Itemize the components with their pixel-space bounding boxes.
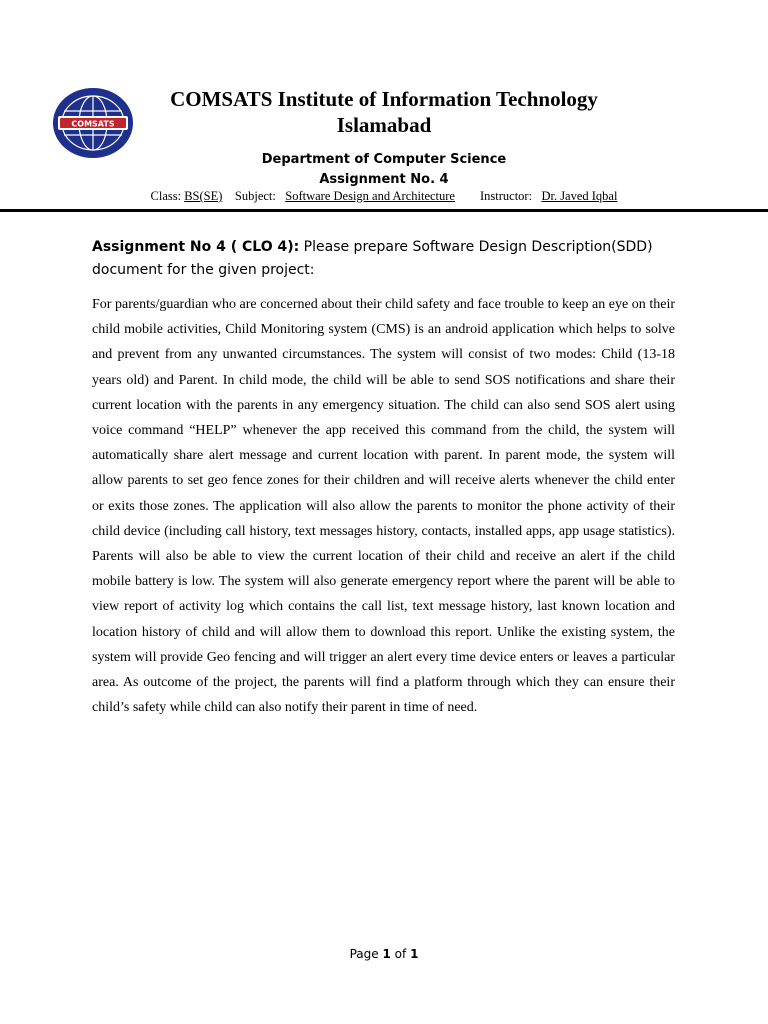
page-of: of bbox=[394, 947, 407, 961]
department-name: Department of Computer Science bbox=[261, 152, 507, 167]
instructor-label: Instructor: bbox=[479, 189, 533, 203]
logo-text: COMSATS bbox=[71, 119, 115, 129]
task-label: Assignment No 4 ( CLO 4): bbox=[92, 239, 300, 255]
institute-name: COMSATS Institute of Information Technology bbox=[170, 87, 598, 111]
instructor-value: Dr. Javed Iqbal bbox=[541, 189, 618, 203]
page-label: Page bbox=[349, 947, 379, 961]
course-info-row bbox=[0, 189, 768, 204]
header-divider bbox=[0, 209, 768, 212]
page-number bbox=[0, 947, 768, 961]
subject-value: Software Design and Architecture bbox=[285, 189, 455, 203]
assignment-task bbox=[92, 236, 692, 282]
comsats-logo bbox=[52, 87, 134, 159]
class-value: BS(SE) bbox=[184, 189, 223, 203]
department-block bbox=[140, 150, 628, 190]
class-label: Class: bbox=[150, 189, 182, 203]
project-description: For parents/guardian who are concerned about their child safety and face trouble to keep an eye on their child mobile activities, Child Monitoring system (CMS) is an android application which helps to solve and prevent from any unwanted circumstances. The system will consist of two modes: Child (13-18 years old) and Parent. In child mode, the child will be able to send SOS notifications and share their current location with the parents in any emergency situation. The child can also send SOS alert using voice command “HELP” whenever the app received this command from the child, the system will automatically share alert message and current location with parent. In parent mode, the system will allow parents to set geo fence zones for their children and will receive alerts whenever the child enter or exits those zones. The application will also allow the parents to monitor the phone activity of their child device (including call history, text messages history, contacts, installed apps, app usage statistics). Parents will also be able to view the current location of their child and receive an alert if the child mobile battery is low. The system will also generate emergency report where the parent will be able to view report of activity log which contains the call list, text message history, last known location and location history of child and will allow them to download this report. Unlike the existing system, the system will provide Geo fencing and will trigger an alert every time device enters or leaves a particular area. As outcome of the project, the parents will find a platform through which they can ensure their child’s safety while child can also notify their parent in time of need. bbox=[92, 297, 675, 716]
page-total: 1 bbox=[410, 947, 419, 961]
page-current: 1 bbox=[382, 947, 391, 961]
institute-city: Islamabad bbox=[336, 113, 432, 137]
subject-label: Subject: bbox=[234, 189, 276, 203]
institute-title bbox=[140, 86, 628, 138]
task-text: Please prepare Software Design Description(SDD) document for the given project: bbox=[92, 239, 653, 278]
assignment-number: Assignment No. 4 bbox=[319, 172, 449, 187]
